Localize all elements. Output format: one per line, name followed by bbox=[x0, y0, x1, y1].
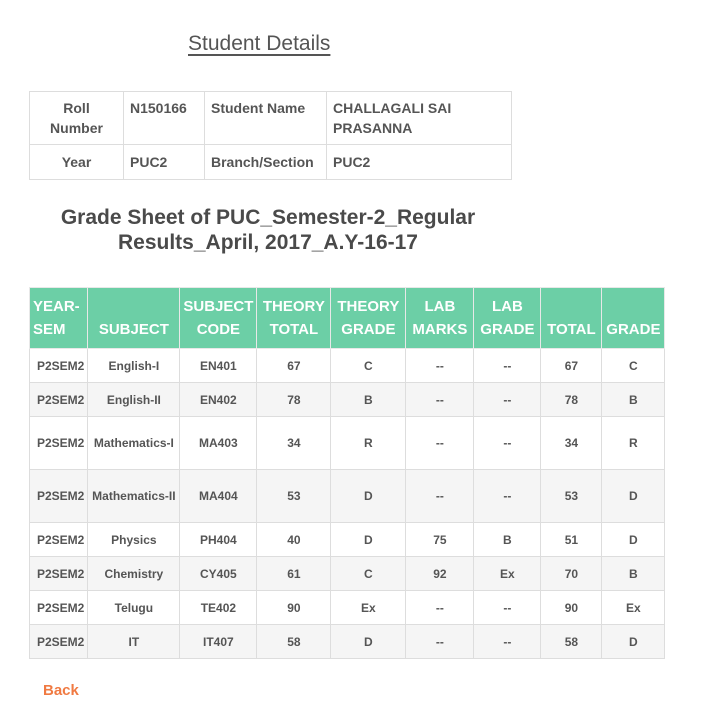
cell-year-sem: P2SEM2 bbox=[30, 557, 88, 591]
cell-lab-grade: B bbox=[474, 523, 541, 557]
cell-theory-total: 78 bbox=[257, 383, 331, 417]
cell-theory-grade: C bbox=[331, 349, 406, 383]
cell-theory-total: 67 bbox=[257, 349, 331, 383]
cell-grade: D bbox=[602, 470, 665, 523]
grade-table-header bbox=[30, 288, 665, 349]
table-row bbox=[30, 591, 665, 625]
cell-subject: IT bbox=[88, 625, 180, 659]
table-row bbox=[30, 625, 665, 659]
cell-grade: D bbox=[602, 625, 665, 659]
table-row bbox=[30, 470, 665, 523]
roll-number-label: Roll Number bbox=[30, 92, 124, 145]
cell-total: 51 bbox=[541, 523, 602, 557]
cell-total: 34 bbox=[541, 417, 602, 470]
cell-theory-total: 53 bbox=[257, 470, 331, 523]
grade-sheet-title-line-2: Results_April, 2017_A.Y-16-17 bbox=[118, 231, 418, 254]
cell-lab-marks: -- bbox=[406, 470, 474, 523]
cell-lab-grade: -- bbox=[474, 591, 541, 625]
table-row bbox=[30, 557, 665, 591]
cell-subject: Chemistry bbox=[88, 557, 180, 591]
cell-subject: Telugu bbox=[88, 591, 180, 625]
year-label: Year bbox=[30, 145, 124, 180]
cell-year-sem: P2SEM2 bbox=[30, 417, 88, 470]
cell-lab-grade: -- bbox=[474, 470, 541, 523]
cell-lab-grade: Ex bbox=[474, 557, 541, 591]
cell-year-sem: P2SEM2 bbox=[30, 349, 88, 383]
cell-total: 58 bbox=[541, 625, 602, 659]
cell-theory-total: 34 bbox=[257, 417, 331, 470]
cell-lab-marks: 92 bbox=[406, 557, 474, 591]
cell-total: 78 bbox=[541, 383, 602, 417]
cell-subject: Physics bbox=[88, 523, 180, 557]
cell-subject-code: MA403 bbox=[180, 417, 257, 470]
cell-grade: R bbox=[602, 417, 665, 470]
cell-grade: B bbox=[602, 557, 665, 591]
cell-grade: B bbox=[602, 383, 665, 417]
cell-lab-grade: -- bbox=[474, 625, 541, 659]
branch-section-value: PUC2 bbox=[327, 145, 512, 180]
student-info-table bbox=[29, 91, 512, 180]
cell-lab-marks: -- bbox=[406, 349, 474, 383]
back-link[interactable]: Back bbox=[43, 682, 79, 699]
cell-subject: English-I bbox=[88, 349, 180, 383]
cell-lab-grade: -- bbox=[474, 383, 541, 417]
col-header-grade: GRADE bbox=[602, 288, 665, 349]
student-name-label: Student Name bbox=[205, 92, 327, 145]
cell-total: 67 bbox=[541, 349, 602, 383]
table-row bbox=[30, 349, 665, 383]
cell-theory-grade: B bbox=[331, 383, 406, 417]
cell-grade: Ex bbox=[602, 591, 665, 625]
cell-subject-code: TE402 bbox=[180, 591, 257, 625]
cell-theory-total: 58 bbox=[257, 625, 331, 659]
cell-year-sem: P2SEM2 bbox=[30, 470, 88, 523]
cell-subject: Mathematics-II bbox=[88, 470, 180, 523]
cell-total: 53 bbox=[541, 470, 602, 523]
cell-year-sem: P2SEM2 bbox=[30, 591, 88, 625]
cell-theory-grade: Ex bbox=[331, 591, 406, 625]
cell-lab-marks: -- bbox=[406, 591, 474, 625]
cell-subject-code: EN401 bbox=[180, 349, 257, 383]
cell-year-sem: P2SEM2 bbox=[30, 523, 88, 557]
cell-theory-grade: D bbox=[331, 470, 406, 523]
grade-sheet-title bbox=[0, 205, 536, 255]
cell-lab-marks: -- bbox=[406, 383, 474, 417]
cell-subject-code: IT407 bbox=[180, 625, 257, 659]
col-header-theory-grade: THEORY GRADE bbox=[331, 288, 406, 349]
cell-theory-grade: C bbox=[331, 557, 406, 591]
cell-lab-marks: 75 bbox=[406, 523, 474, 557]
cell-total: 70 bbox=[541, 557, 602, 591]
branch-section-label: Branch/Section bbox=[205, 145, 327, 180]
year-value: PUC2 bbox=[124, 145, 205, 180]
cell-total: 90 bbox=[541, 591, 602, 625]
cell-subject-code: CY405 bbox=[180, 557, 257, 591]
cell-theory-grade: D bbox=[331, 625, 406, 659]
table-row bbox=[30, 417, 665, 470]
col-header-total: TOTAL bbox=[541, 288, 602, 349]
col-header-theory-total: THEORY TOTAL bbox=[257, 288, 331, 349]
cell-year-sem: P2SEM2 bbox=[30, 625, 88, 659]
cell-theory-grade: D bbox=[331, 523, 406, 557]
page-title: Student Details bbox=[188, 32, 331, 55]
table-row bbox=[30, 523, 665, 557]
cell-grade: C bbox=[602, 349, 665, 383]
grade-table bbox=[29, 287, 665, 659]
cell-lab-marks: -- bbox=[406, 417, 474, 470]
cell-theory-total: 90 bbox=[257, 591, 331, 625]
cell-theory-total: 40 bbox=[257, 523, 331, 557]
cell-lab-grade: -- bbox=[474, 349, 541, 383]
cell-subject-code: EN402 bbox=[180, 383, 257, 417]
col-header-lab-marks: LAB MARKS bbox=[406, 288, 474, 349]
student-name-value: CHALLAGALI SAI PRASANNA bbox=[327, 92, 512, 145]
roll-number-value: N150166 bbox=[124, 92, 205, 145]
col-header-lab-grade: LAB GRADE bbox=[474, 288, 541, 349]
cell-lab-marks: -- bbox=[406, 625, 474, 659]
col-header-subject-code: SUBJECT CODE bbox=[180, 288, 257, 349]
student-info-row-2 bbox=[30, 145, 512, 180]
student-info-row-1 bbox=[30, 92, 512, 145]
cell-subject: English-II bbox=[88, 383, 180, 417]
cell-lab-grade: -- bbox=[474, 417, 541, 470]
cell-subject: Mathematics-I bbox=[88, 417, 180, 470]
cell-theory-total: 61 bbox=[257, 557, 331, 591]
col-header-year-sem: YEAR-SEM bbox=[30, 288, 88, 349]
cell-theory-grade: R bbox=[331, 417, 406, 470]
grade-sheet-title-line-1: Grade Sheet of PUC_Semester-2_Regular bbox=[60, 206, 476, 229]
col-header-subject: SUBJECT bbox=[88, 288, 180, 349]
cell-subject-code: PH404 bbox=[180, 523, 257, 557]
table-row bbox=[30, 383, 665, 417]
cell-year-sem: P2SEM2 bbox=[30, 383, 88, 417]
cell-subject-code: MA404 bbox=[180, 470, 257, 523]
cell-grade: D bbox=[602, 523, 665, 557]
